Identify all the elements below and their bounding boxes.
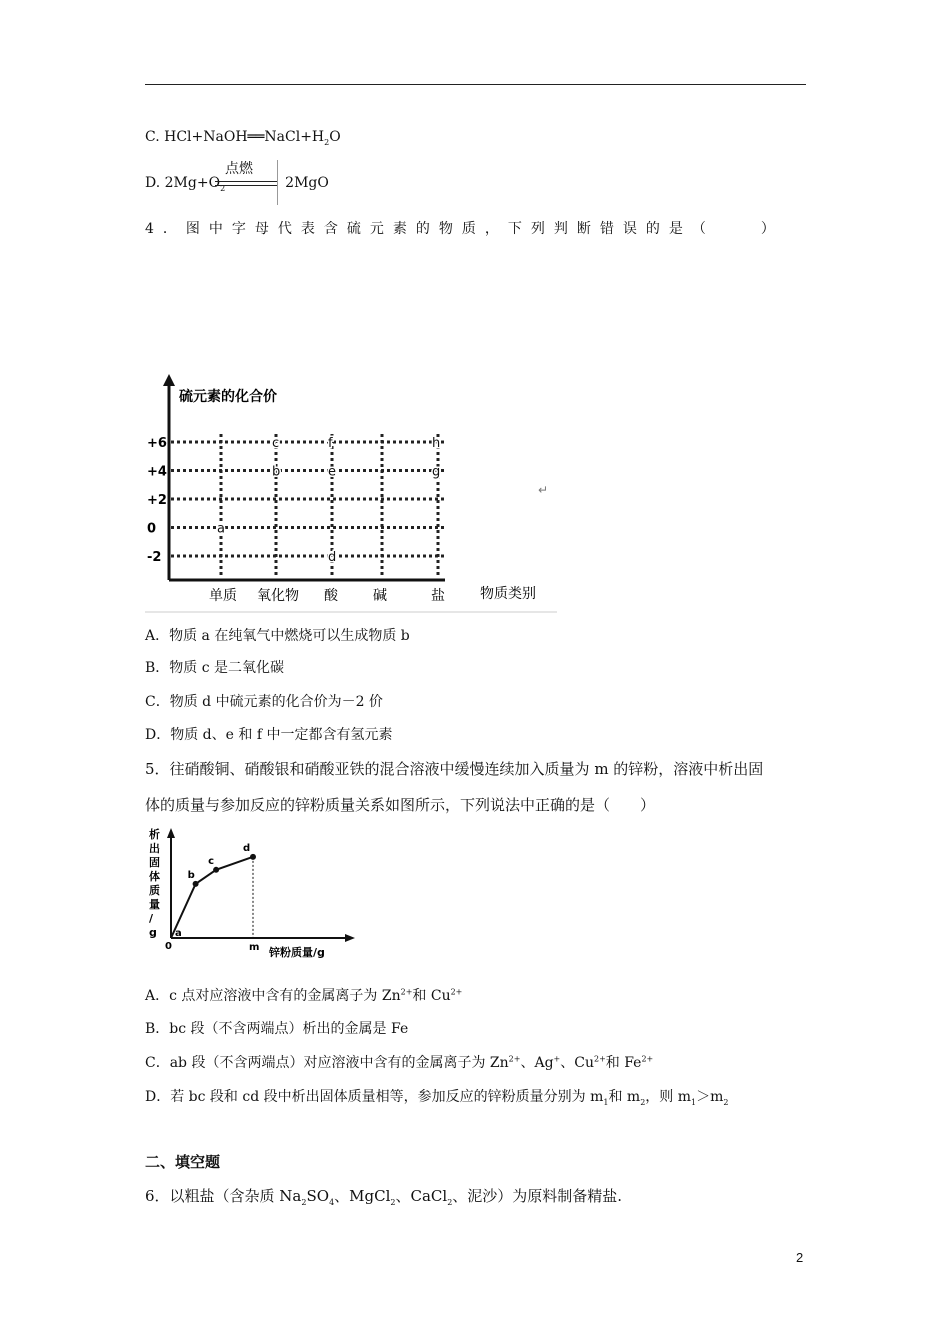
x-category-label: 氧化物 bbox=[257, 588, 299, 604]
y-axis-label bbox=[149, 827, 160, 939]
point-label-a: a bbox=[175, 928, 182, 939]
x-axis-label: 锌粉质量/g bbox=[269, 946, 325, 959]
x-axis-title: 物质类别 bbox=[480, 586, 536, 602]
y-label-char: / bbox=[149, 912, 154, 925]
y-axis-arrow bbox=[163, 374, 175, 386]
section-title: 二、填空题 bbox=[145, 1153, 221, 1171]
point-label-b: b bbox=[187, 869, 195, 881]
point-label-b: b bbox=[272, 464, 281, 480]
q6-stem: 6．以粗盐（含杂质 $Na_2SO_4$、MgCl$_2$、CaCl$_2$、泥沙）为原料制备精盐. bbox=[145, 1187, 623, 1207]
q5-stem-line2: 体的质量与参加反应的锌粉质量关系如图所示，下列说法中正确的是（ ） bbox=[145, 796, 656, 814]
point-label-g: g bbox=[432, 464, 441, 480]
q5-option-d: D．若 bc 段和 cd 段中析出固体质量相等，参加反应的锌粉质量分别为 $m_1$和 $m_2$，则 $m_1>m_2$ bbox=[145, 1089, 729, 1107]
x-category-label: 单质 bbox=[209, 588, 237, 604]
point-label-f: f bbox=[328, 436, 333, 451]
x-category-label: 盐 bbox=[431, 588, 445, 604]
y-label-char: 析 bbox=[149, 828, 160, 841]
cursor-bar bbox=[277, 160, 278, 205]
return-mark: ↵ bbox=[538, 483, 549, 497]
reaction-condition: 点燃 bbox=[225, 161, 253, 177]
x-axis-arrow bbox=[345, 934, 355, 942]
point-label-a: a bbox=[217, 521, 225, 537]
q4-stem: 4．图中字母代表含硫元素的物质，下列判断错误的是（ ） bbox=[145, 221, 784, 237]
data-line bbox=[171, 843, 256, 939]
x-category-labels bbox=[209, 587, 445, 604]
zinc-mass-chart bbox=[145, 826, 365, 966]
y-label-char: g bbox=[149, 926, 157, 939]
y-label-char: 质 bbox=[149, 884, 160, 897]
option-c-prev: C. $HCl+NaOH══NaCl+H_2O$ bbox=[145, 129, 341, 147]
page-number: 2 bbox=[796, 1250, 804, 1265]
point-dot-d bbox=[250, 854, 256, 860]
option-d-prev: D. $2Mg+O_2$ 2MgO bbox=[145, 175, 329, 193]
q5-option-a: A．c 点对应溶液中含有的金属离子为 $Zn^{2+}$和 $Cu^{2+}$ bbox=[145, 987, 463, 1004]
q4-option-c: C．物质 d 中硫元素的化合价为－2 价 bbox=[145, 694, 383, 710]
point-label-c: c bbox=[272, 436, 280, 451]
grid-lines bbox=[171, 434, 445, 578]
y-tick-label: +6 bbox=[147, 436, 167, 451]
q5-option-b: B．bc 段（不含两端点）析出的金属是 Fe bbox=[145, 1021, 409, 1037]
x-mark-m: m bbox=[249, 942, 260, 953]
equals-bar-top bbox=[215, 181, 277, 182]
header-rule bbox=[145, 84, 806, 85]
point-label-h: h bbox=[432, 436, 441, 451]
point-label-c: c bbox=[208, 855, 215, 867]
x-category-label: 酸 bbox=[324, 588, 338, 604]
x-category-label: 碱 bbox=[373, 588, 387, 604]
q5-option-c: C．ab 段（不含两端点）对应溶液中含有的金属离子为 $Zn^{2+}$、Ag+、$Cu^{2+}$和 $Fe^{2+}$ bbox=[145, 1054, 654, 1071]
point-label-e: e bbox=[328, 464, 336, 480]
equals-bar-bottom bbox=[215, 185, 277, 186]
point-dot-c bbox=[213, 867, 219, 873]
y-axis-label: 硫元素的化合价 bbox=[179, 389, 277, 405]
q4-option-d: D．物质 d、e 和 f 中一定都含有氢元素 bbox=[145, 727, 393, 743]
point-label-d: d bbox=[243, 842, 251, 854]
q4-option-b: B．物质 c 是二氧化碳 bbox=[145, 660, 285, 676]
y-tick-label: -2 bbox=[147, 550, 162, 565]
sulfur-valence-chart bbox=[145, 372, 557, 614]
y-label-char: 出 bbox=[149, 842, 160, 855]
q5-stem-line1: 5．往硝酸铜、硝酸银和硝酸亚铁的混合溶液中缓慢连续加入质量为 m 的锌粉，溶液中析出固 bbox=[145, 760, 764, 778]
origin-label: 0 bbox=[165, 941, 172, 952]
y-axis-arrow bbox=[167, 828, 175, 838]
y-label-char: 体 bbox=[149, 870, 160, 883]
q4-option-a: A．物质 a 在纯氧气中燃烧可以生成物质 b bbox=[145, 628, 410, 644]
y-label-char: 固 bbox=[149, 856, 160, 869]
data-polyline bbox=[171, 857, 253, 938]
y-tick-label: +2 bbox=[147, 493, 167, 508]
point-dot-b bbox=[193, 881, 199, 887]
y-tick-labels bbox=[147, 436, 167, 565]
point-label-d: d bbox=[328, 550, 337, 565]
y-label-char: 量 bbox=[149, 898, 160, 911]
y-tick-label: 0 bbox=[147, 521, 157, 537]
y-tick-label: +4 bbox=[147, 464, 167, 480]
